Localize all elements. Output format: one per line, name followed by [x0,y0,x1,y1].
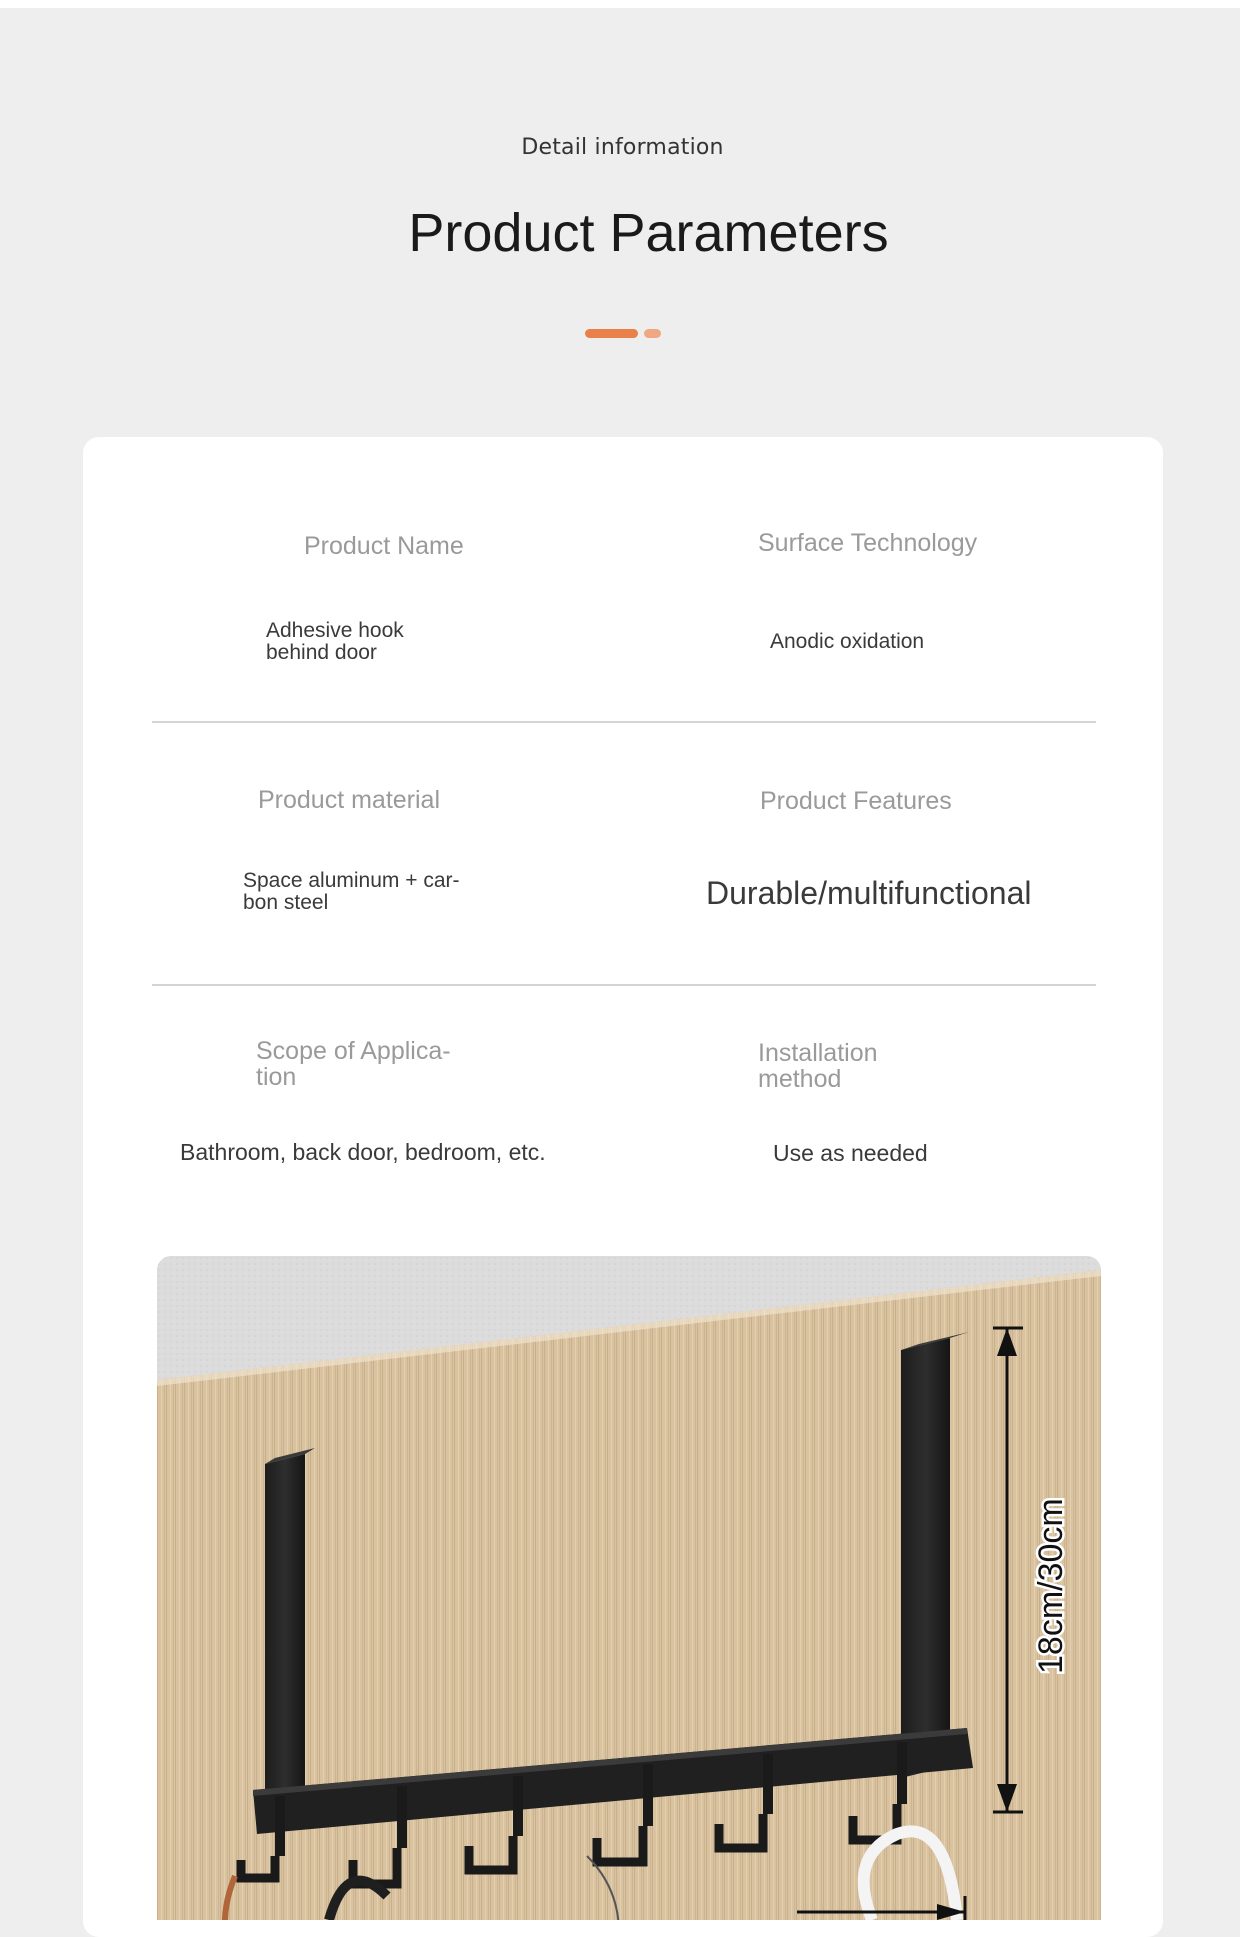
param-value-product-features: Durable/multifunctional [706,875,1032,911]
title-accent-dot [644,329,661,338]
param-value-surface-technology: Anodic oxidation [770,630,925,653]
title-accent-bar [585,329,638,338]
param-value-product-name: Adhesive hook behind door [266,619,404,664]
param-label-scope-of-application: Scope of Applica- tion [256,1037,451,1091]
param-value-product-material: Space aluminum + car- bon steel [243,869,460,914]
top-strip [0,0,1240,8]
param-label-installation-method: Installation method [758,1039,878,1093]
param-label-product-name: Product Name [304,532,464,560]
page-title: Product Parameters [408,203,889,263]
product-image [157,1256,1101,1920]
row-divider [152,984,1096,986]
param-label-surface-technology: Surface Technology [758,529,978,557]
param-label-product-material: Product material [258,786,441,814]
param-label-product-features: Product Features [760,787,952,815]
row-divider [152,721,1096,723]
section-subtitle: Detail information [521,135,724,160]
param-value-scope-of-application: Bathroom, back door, bedroom, etc. [180,1139,546,1165]
dimension-label: 18cm/30cm [1032,1498,1070,1674]
param-value-installation-method: Use as needed [773,1140,928,1166]
